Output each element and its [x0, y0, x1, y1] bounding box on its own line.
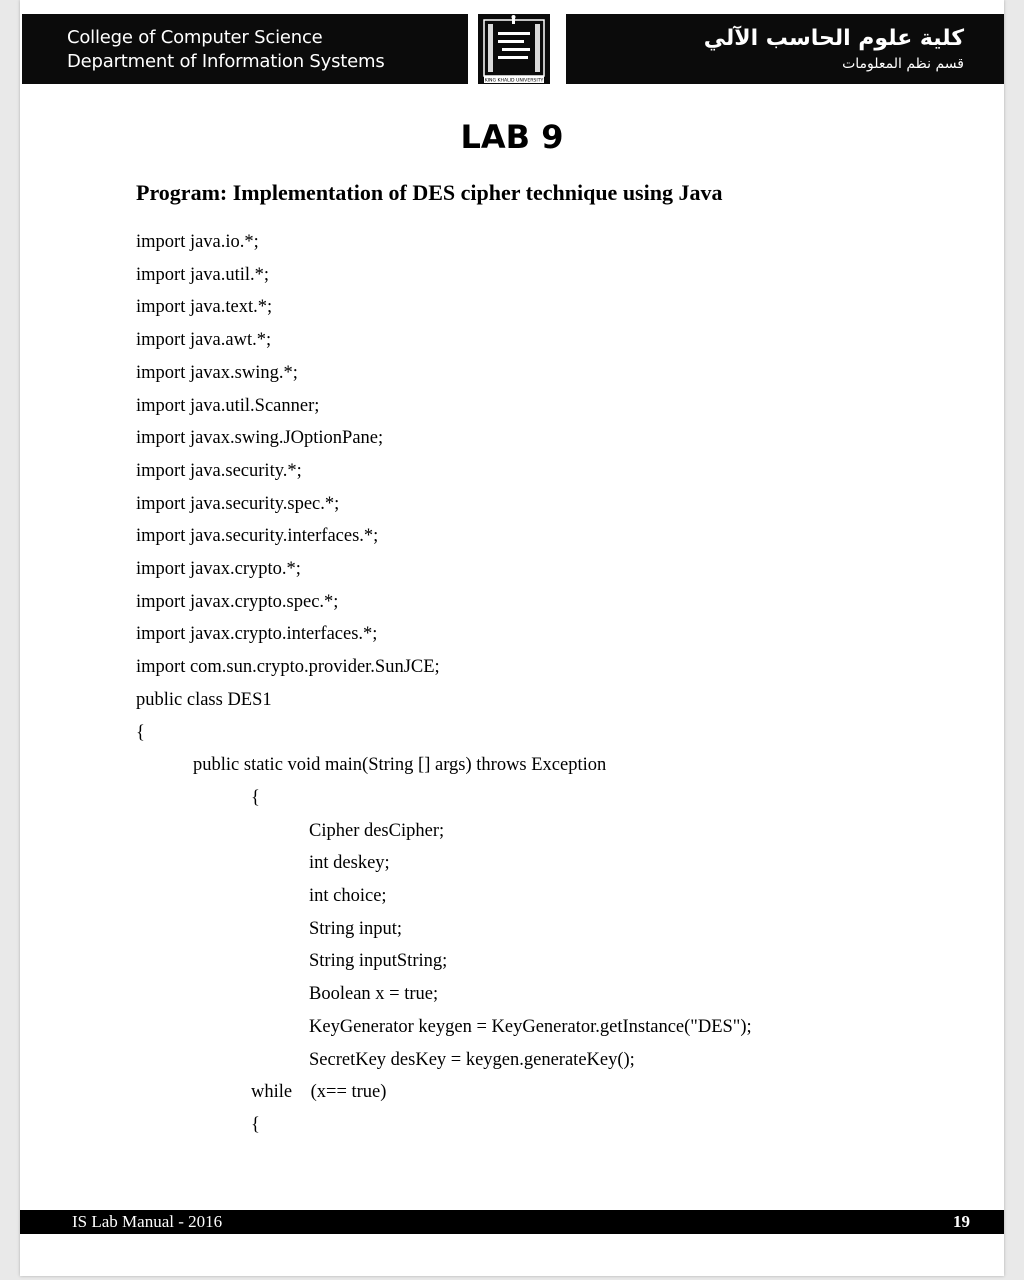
code-line: import java.awt.*; — [136, 330, 272, 351]
code-line: int deskey; — [309, 853, 390, 874]
code-line: String inputString; — [309, 951, 448, 972]
code-line: public static void main(String [] args) throws Exception — [193, 755, 607, 776]
header-english — [67, 26, 385, 74]
code-line: { — [251, 787, 260, 808]
code-line: import javax.swing.*; — [136, 362, 298, 383]
code-line: import java.security.spec.*; — [136, 493, 340, 514]
code-line: { — [251, 1114, 260, 1135]
code-line: Cipher desCipher; — [309, 820, 445, 841]
university-logo — [478, 14, 550, 84]
code-line: while (x== true) — [251, 1082, 387, 1103]
header-bar-right — [566, 14, 1004, 84]
lab-title: LAB 9 — [460, 118, 564, 156]
code-line: import java.util.*; — [136, 264, 270, 285]
footer-page-number: 19 — [953, 1212, 970, 1231]
header-bar-left — [22, 14, 468, 84]
code-line: import javax.crypto.spec.*; — [136, 591, 339, 612]
code-line: import java.util.Scanner; — [136, 395, 320, 416]
code-line: SecretKey desKey = keygen.generateKey(); — [309, 1049, 635, 1070]
college-name-ar: كلية علوم الحاسب الآلي — [703, 26, 964, 51]
code-line: { — [136, 722, 145, 743]
code-line: Boolean x = true; — [309, 984, 439, 1005]
code-line: import java.io.*; — [136, 232, 259, 252]
code-line: KeyGenerator keygen = KeyGenerator.getInstance("DES"); — [309, 1016, 752, 1037]
department-name-ar: قسم نظم المعلومات — [842, 56, 964, 72]
code-line: String input; — [309, 918, 403, 939]
program-title: Program: Implementation of DES cipher technique using Java — [136, 180, 723, 205]
college-name-en: College of Computer Science — [67, 27, 323, 48]
document-page — [20, 0, 1004, 1276]
page-footer — [20, 1210, 1004, 1234]
code-line: import java.security.interfaces.*; — [136, 526, 379, 547]
header-arabic — [704, 24, 964, 74]
code-line: public class DES1 — [136, 689, 272, 710]
code-line: import java.text.*; — [136, 297, 273, 318]
code-line: import java.security.*; — [136, 460, 302, 481]
code-line: int choice; — [309, 886, 387, 906]
logo-caption: KING KHALID UNIVERSITY — [484, 78, 544, 84]
code-line: import javax.swing.JOptionPane; — [136, 428, 384, 449]
university-logo-icon — [478, 14, 550, 84]
footer-manual-title: IS Lab Manual - 2016 — [72, 1212, 223, 1231]
code-line: import javax.crypto.interfaces.*; — [136, 624, 378, 645]
department-name-en: Department of Information Systems — [67, 51, 385, 72]
code-line: import com.sun.crypto.provider.SunJCE; — [136, 657, 440, 678]
page-header — [20, 14, 1004, 84]
code-line: import javax.crypto.*; — [136, 559, 301, 579]
